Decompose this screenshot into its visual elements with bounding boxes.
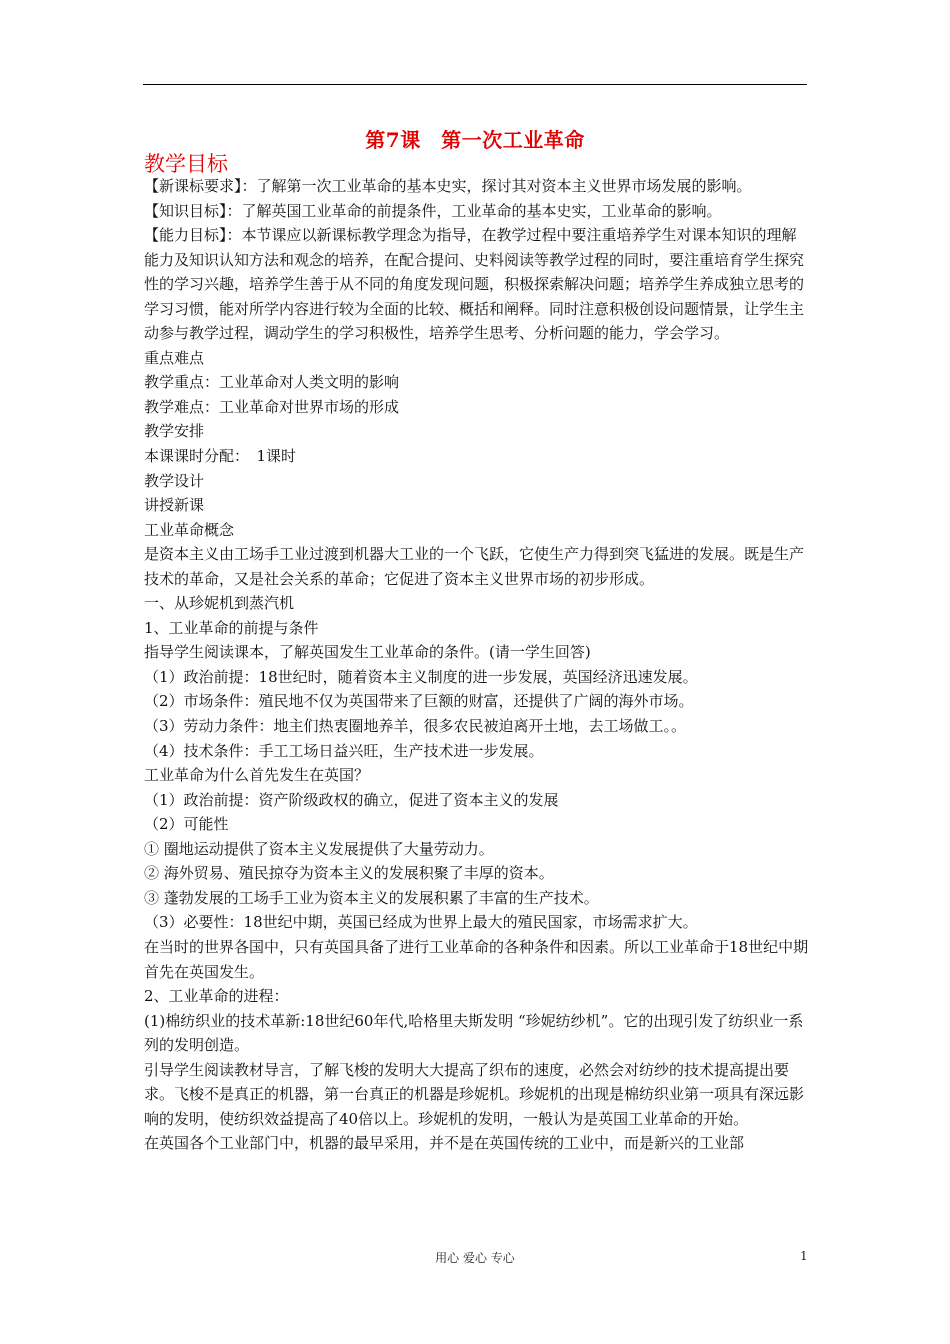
paragraph: （2）市场条件：殖民地不仅为英国带来了巨额的财富，还提供了广阔的海外市场。 <box>144 692 694 711</box>
paragraph: 教学设计 <box>144 471 205 490</box>
paragraph: 教学难点：工业革命对世界市场的形成 <box>144 397 400 416</box>
page-number: 1 <box>800 1249 808 1263</box>
paragraph: （2）可能性 <box>144 815 229 834</box>
section-heading: 教学目标 <box>144 152 228 176</box>
paragraph: 一、从珍妮机到蒸汽机 <box>144 594 295 613</box>
paragraph: 引导学生阅读教材导言，了解飞梭的发明大大提高了织布的速度，必然会对纺纱的技术提高提出要求。飞梭不是真正的机器，第一台真正的机器是珍妮机。珍妮机的出现是棉纺织业第一项具有深远影响的发明，使纺织效益提高了40倍以上。珍妮机的发明，一般认为是英国工业革命的开始。 <box>144 1060 805 1128</box>
lesson-title: 第7课 第一次工业革命 <box>365 128 585 152</box>
header-rule <box>143 84 807 85</box>
paragraph: 2、工业革命的进程： <box>144 987 289 1006</box>
paragraph: 教学重点：工业革命对人类文明的影响 <box>144 373 400 392</box>
paragraph: 讲授新课 <box>144 496 205 515</box>
paragraph: （1）政治前提：18世纪时，随着资本主义制度的进一步发展，英国经济迅速发展。 <box>144 667 698 686</box>
page-footer: 用心 爱心 专心 <box>435 1251 515 1265</box>
paragraph: 指导学生阅读课本，了解英国发生工业革命的条件。(请一学生回答) <box>144 643 591 662</box>
paragraph: 本课课时分配： 1课时 <box>144 447 297 466</box>
paragraph: （3）劳动力条件：地主们热衷圈地养羊，很多农民被迫离开土地，去工场做工。。 <box>144 717 687 736</box>
paragraph: ① 圈地运动提供了资本主义发展提供了大量劳动力。 <box>144 839 494 858</box>
paragraph: 工业革命为什么首先发生在英国？ <box>144 766 370 785</box>
paragraph: (1)棉纺织业的技术革新:18世纪60年代,哈格里夫斯发明 “珍妮纺纱机”。它的出现引发了纺织业一系列的发明创造。 <box>144 1011 804 1055</box>
paragraph: 在当时的世界各国中，只有英国具备了进行工业革命的各种条件和因素。所以工业革命于18世纪中期首先在英国发生。 <box>144 937 809 981</box>
paragraph: （1）政治前提：资产阶级政权的确立，促进了资本主义的发展 <box>144 790 559 809</box>
paragraph: （3）必要性：18世纪中期，英国已经成为世界上最大的殖民国家，市场需求扩大。 <box>144 913 698 932</box>
document-body <box>144 174 810 1156</box>
paragraph: 1、工业革命的前提与条件 <box>144 618 319 637</box>
paragraph: ③ 蓬勃发展的工场手工业为资本主义的发展积累了丰富的生产技术。 <box>144 888 599 907</box>
paragraph: 在英国各个工业部门中，机器的最早采用，并不是在英国传统的工业中，而是新兴的工业部 <box>144 1134 745 1153</box>
paragraph: ② 海外贸易、殖民掠夺为资本主义的发展积聚了丰厚的资本。 <box>144 864 554 883</box>
paragraph: 【新课标要求】：了解第一次工业革命的基本史实，探讨其对资本主义世界市场发展的影响。 <box>144 177 752 195</box>
paragraph: 是资本主义由工场手工业过渡到机器大工业的一个飞跃，它使生产力得到突飞猛进的发展。既是生产技术的革命，又是社会关系的革命；它促进了资本主义世界市场的初步形成。 <box>144 545 805 588</box>
paragraph: （4）技术条件：手工工场日益兴旺，生产技术进一步发展。 <box>144 741 544 760</box>
paragraph: 【知识目标】：了解英国工业革命的前提条件，工业革命的基本史实，工业革命的影响。 <box>144 201 722 220</box>
paragraph: 工业革命概念 <box>144 520 235 539</box>
paragraph: 重点难点 <box>144 348 205 367</box>
paragraph: 【能力目标】：本节课应以新课标教学理念为指导，在教学过程中要注重培养学生对课本知识的理解能力及知识认知方法和观念的培养，在配合提问、史料阅读等教学过程的同时，要注重培育学生探究性的学习兴趣，培养学生善于从不同的角度发现问题，积极探索解决问题；培养学生养成独立思考的学习习惯，能对所学内容进行较为全面的比较、概括和阐释。同时注意积极创设问题情景，让学生主动参与教学过程，调动学生的学习积极性，培养学生思考、分析问题的能力，学会学习。 <box>144 226 805 343</box>
paragraph: 教学安排 <box>144 422 205 441</box>
